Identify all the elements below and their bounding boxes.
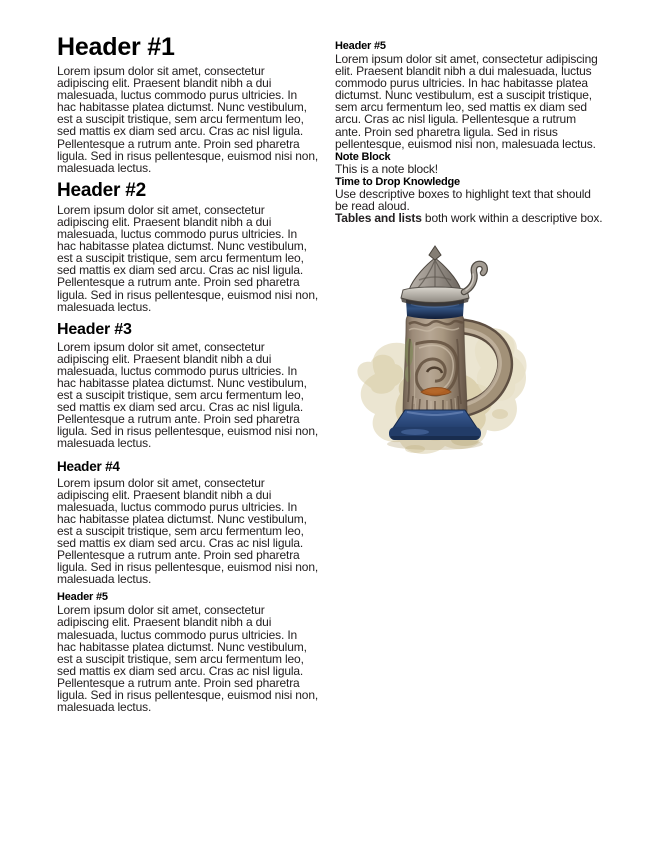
right-column [335, 34, 603, 466]
stein-thumb-lever [464, 264, 485, 292]
stein-lid [401, 246, 469, 307]
section-heading-2: Header #2 [57, 179, 147, 201]
section-paragraph: Lorem ipsum dolor sit amet, consectetur adipiscing elit. Praesent blandit nibh a dui malesuada, luctus commodo purus ultricies. In hac habitasse platea dictumst. Nunc vestibulum, est a suscipit tristique, sem arcu fermentum leo, sed mattis ex diam sed arcu. Cras ac nisl ligula. Pellentesque a rutrum ante. Proin sed pharetra ligula. Sed in risus pellentesque, euismod nisi non, malesuada lectus. [57, 339, 319, 451]
stein-body [403, 314, 467, 412]
tables-note [335, 212, 603, 224]
tables-note-bold-lead: Tables and lists [335, 211, 422, 226]
left-column [57, 34, 319, 713]
section-paragraph: Lorem ipsum dolor sit amet, consectetur adipiscing elit. Praesent blandit nibh a dui malesuada, luctus commodo purus ultricies. In hac habitasse platea dictumst. Nunc vestibulum, est a suscipit tristique, sem arcu fermentum leo, sed mattis ex diam sed arcu. Cras ac nisl ligula. Pellentesque a rutrum ante. Proin sed pharetra ligula. Sed in risus pellentesque, euismod nisi non, malesuada lectus. [57, 202, 319, 314]
section-paragraph: Lorem ipsum dolor sit amet, consectetur adipiscing elit. Praesent blandit nibh a dui malesuada, luctus commodo purus ultricies. In hac habitasse platea dictumst. Nunc vestibulum, est a suscipit tristique, sem arcu fermentum leo, sed mattis ex diam sed arcu. Cras ac nisl ligula. Pellentesque a rutrum ante. Proin sed pharetra ligula. Sed in risus pellentesque, euismod nisi non, malesuada lectus. [57, 603, 319, 715]
section-heading-1: Header #1 [57, 33, 175, 61]
knowledge-block-title: Time to Drop Knowledge [335, 175, 460, 188]
beer-stein-illustration [345, 244, 545, 466]
stein-base [389, 410, 481, 440]
beer-stein-figure [345, 244, 545, 466]
note-block-body: This is a note block! [335, 161, 438, 176]
note-block-title: Note Block [335, 150, 391, 163]
section-heading-4: Header #4 [57, 458, 120, 474]
section-heading-3: Header #3 [57, 320, 132, 338]
section-heading-5: Header #5 [57, 591, 108, 604]
section-paragraph: Lorem ipsum dolor sit amet, consectetur adipiscing elit. Praesent blandit nibh a dui malesuada, luctus commodo purus ultricies. In hac habitasse platea dictumst. Nunc vestibulum, est a suscipit tristique, sem arcu fermentum leo, sed mattis ex diam sed arcu. Cras ac nisl ligula. Pellentesque a rutrum ante. Proin sed pharetra ligula. Sed in risus pellentesque, euismod nisi non, malesuada lectus. [57, 64, 319, 175]
section-paragraph: Lorem ipsum dolor sit amet, consectetur adipiscing elit. Praesent blandit nibh a dui malesuada, luctus commodo purus ultricies. In hac habitasse platea dictumst. Nunc vestibulum, est a suscipit tristique, sem arcu fermentum leo, sed mattis ex diam sed arcu. Cras ac nisl ligula. Pellentesque a rutrum ante. Proin sed pharetra ligula. Sed in risus pellentesque, euismod nisi non, malesuada lectus. [57, 475, 319, 587]
section-heading-5-right: Header #5 [335, 40, 386, 52]
section-paragraph: Lorem ipsum dolor sit amet, consectetur adipiscing elit. Praesent blandit nibh a dui malesuada, luctus commodo purus ultricies. In hac habitasse platea dictumst. Nunc vestibulum, est a suscipit tristique, sem arcu fermentum leo, sed mattis ex diam sed arcu. Cras ac nisl ligula. Pellentesque a rutrum ante. Proin sed pharetra ligula. Sed in risus pellentesque, euismod nisi non, malesuada lectus. [335, 52, 598, 151]
tables-note-rest: both work within a descriptive box. [421, 211, 603, 226]
knowledge-block-body: Use descriptive boxes to highlight text that should be read aloud. [335, 186, 591, 213]
two-column-layout [57, 34, 652, 713]
